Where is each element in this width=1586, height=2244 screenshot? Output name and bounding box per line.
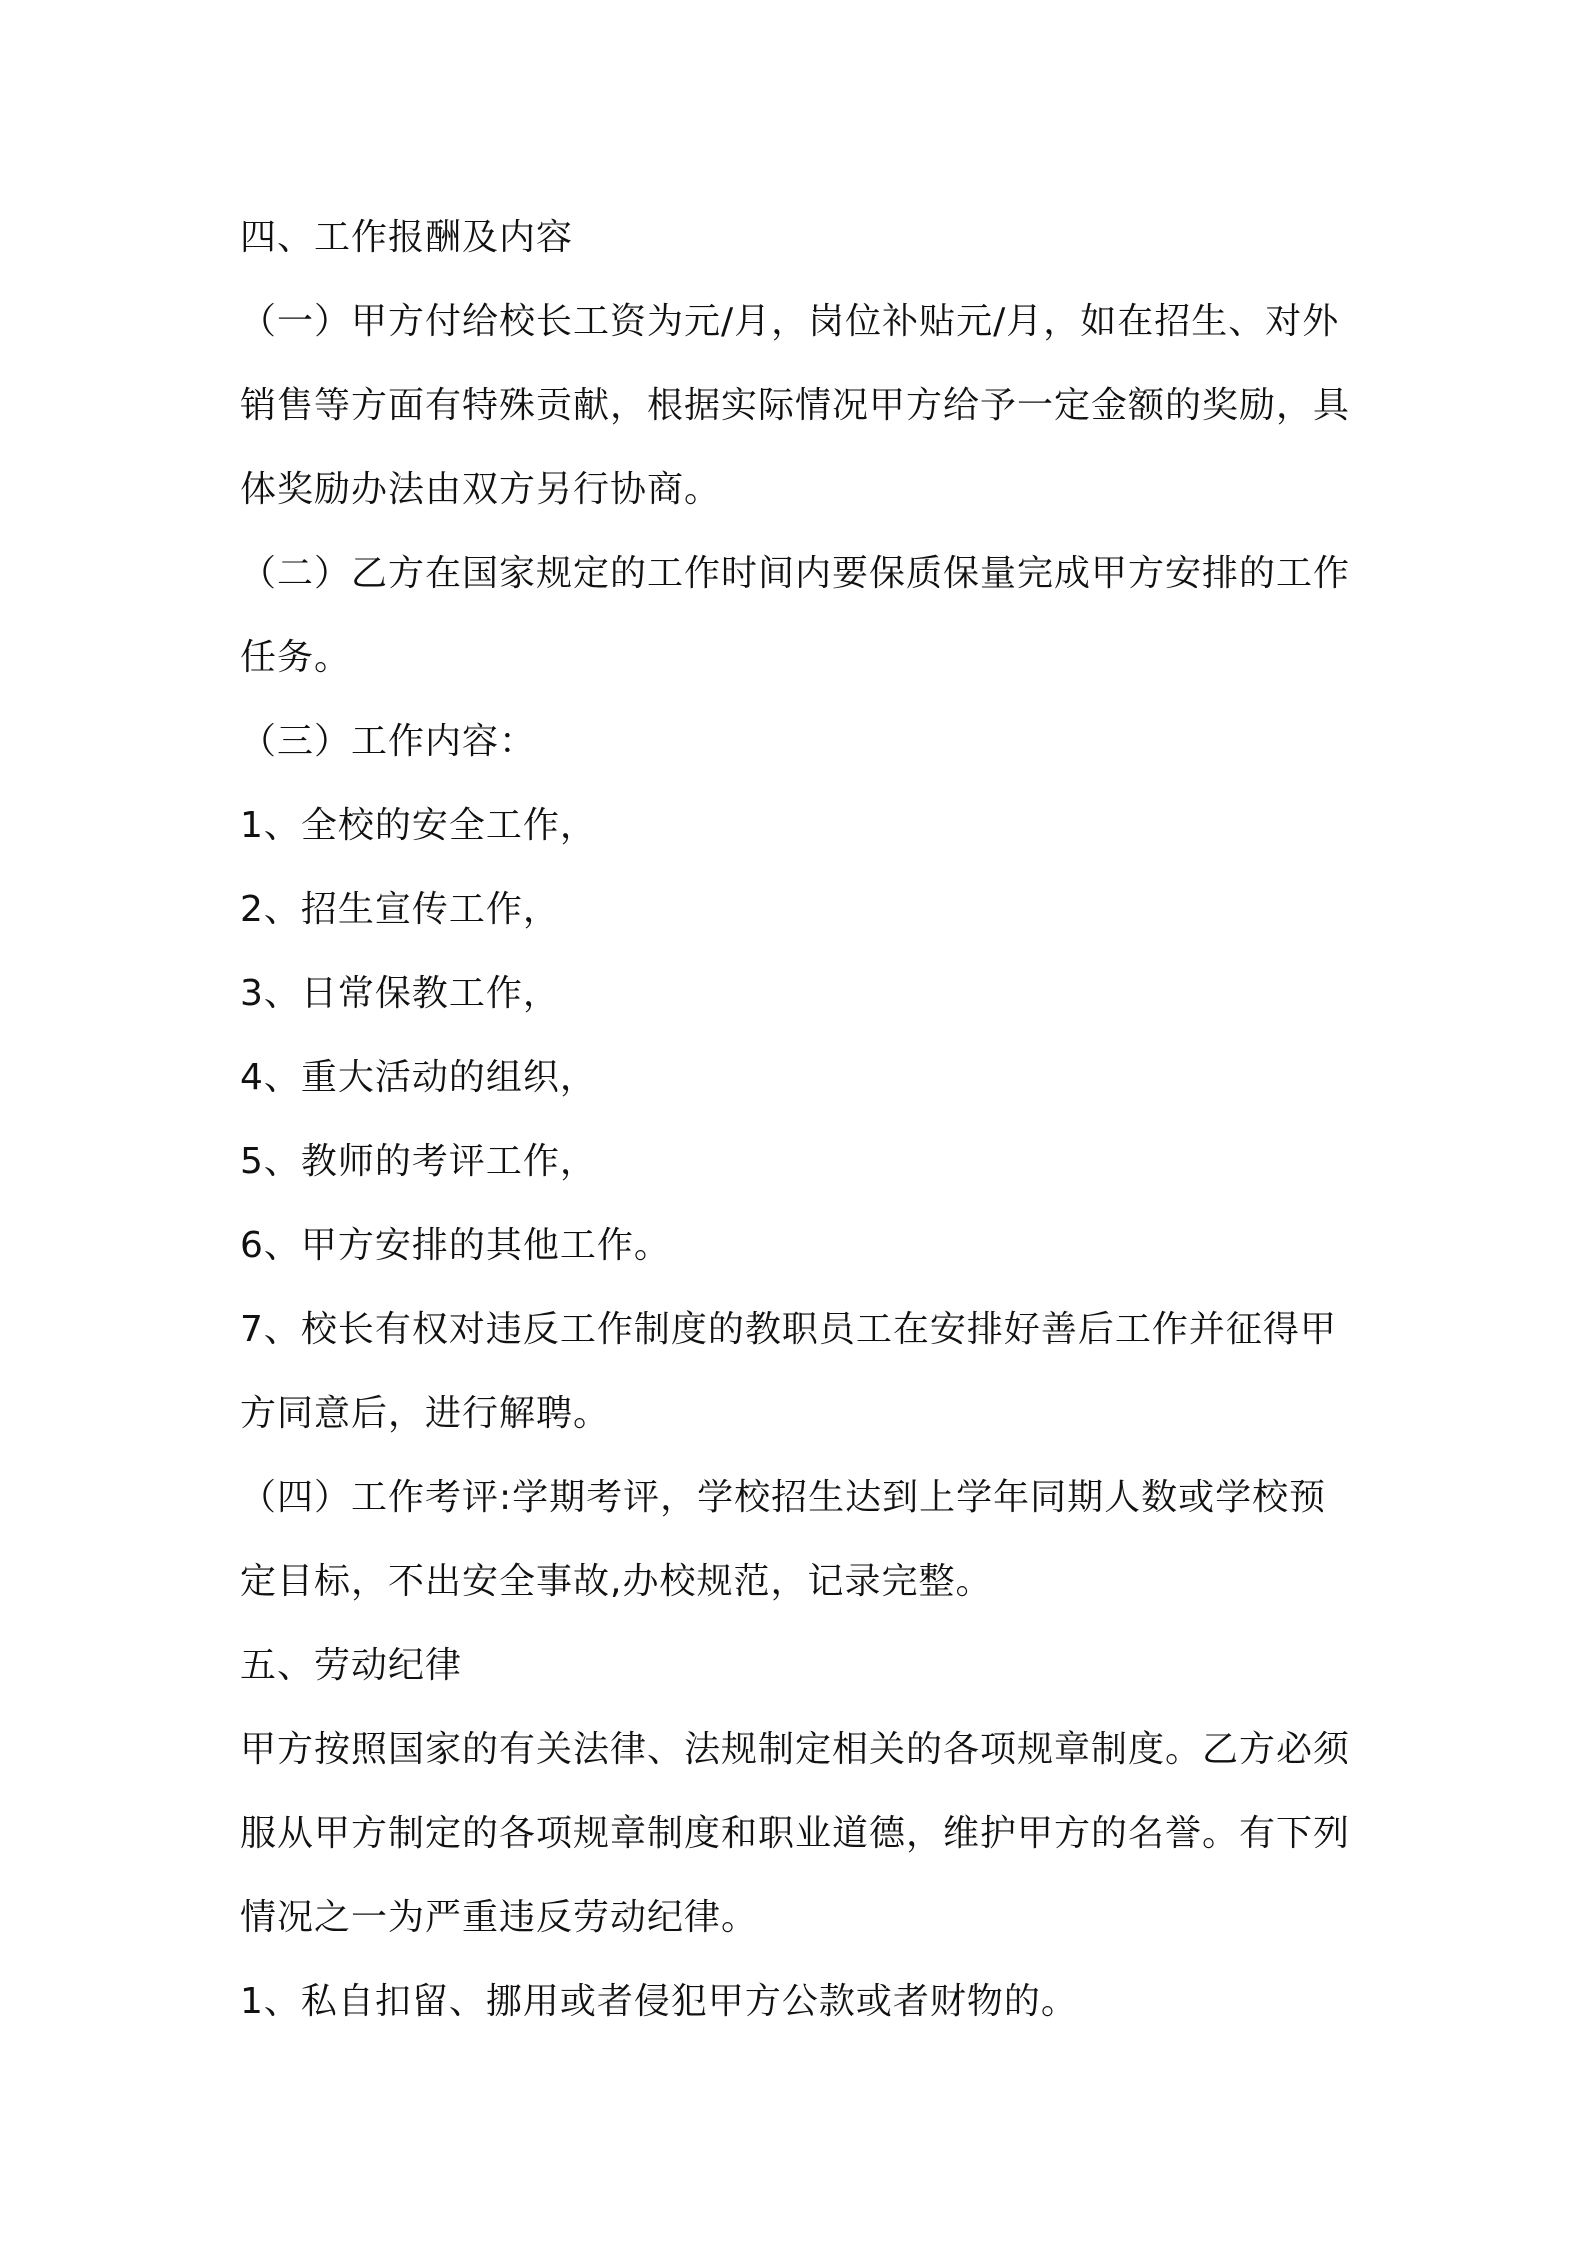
section-heading-4: 四、工作报酬及内容: [240, 217, 574, 258]
paragraph-4: （四）工作考评:学期考评，学校招生达到上学年同期人数或学校预定目标，不出安全事故,办校规范，记录完整。: [240, 1477, 1327, 1602]
list-item-3: 3、日常保教工作，: [240, 973, 560, 1014]
list-item-1: 1、全校的安全工作，: [240, 805, 597, 846]
section-heading-5: 五、劳动纪律: [240, 1645, 463, 1686]
list-item-4: 4、重大活动的组织，: [240, 1057, 597, 1098]
list-item-5: 5、教师的考评工作，: [240, 1141, 597, 1182]
list-item-6: 6、甲方安排的其他工作。: [240, 1225, 671, 1266]
paragraph-1: （一）甲方付给校长工资为元/月，岗位补贴元/月，如在招生、对外销售等方面有特殊贡献，根据实际情况甲方给予一定金额的奖励，具体奖励办法由双方另行协商。: [240, 301, 1351, 510]
paragraph-5: 甲方按照国家的有关法律、法规制定相关的各项规章制度。乙方必须服从甲方制定的各项规章制度和职业道德，维护甲方的名誉。有下列情况之一为严重违反劳动纪律。: [240, 1729, 1351, 1938]
paragraph-2: （二）乙方在国家规定的工作时间内要保质保量完成甲方安排的工作任务。: [240, 553, 1351, 678]
paragraph-6: 1、私自扣留、挪用或者侵犯甲方公款或者财物的。: [240, 1981, 1078, 2022]
paragraph-3: （三）工作内容：: [240, 721, 537, 762]
list-item-2: 2、招生宣传工作，: [240, 889, 560, 930]
document-content: [240, 196, 1358, 2044]
list-item-7: 7、校长有权对违反工作制度的教职员工在安排好善后工作并征得甲方同意后，进行解聘。: [240, 1309, 1337, 1434]
